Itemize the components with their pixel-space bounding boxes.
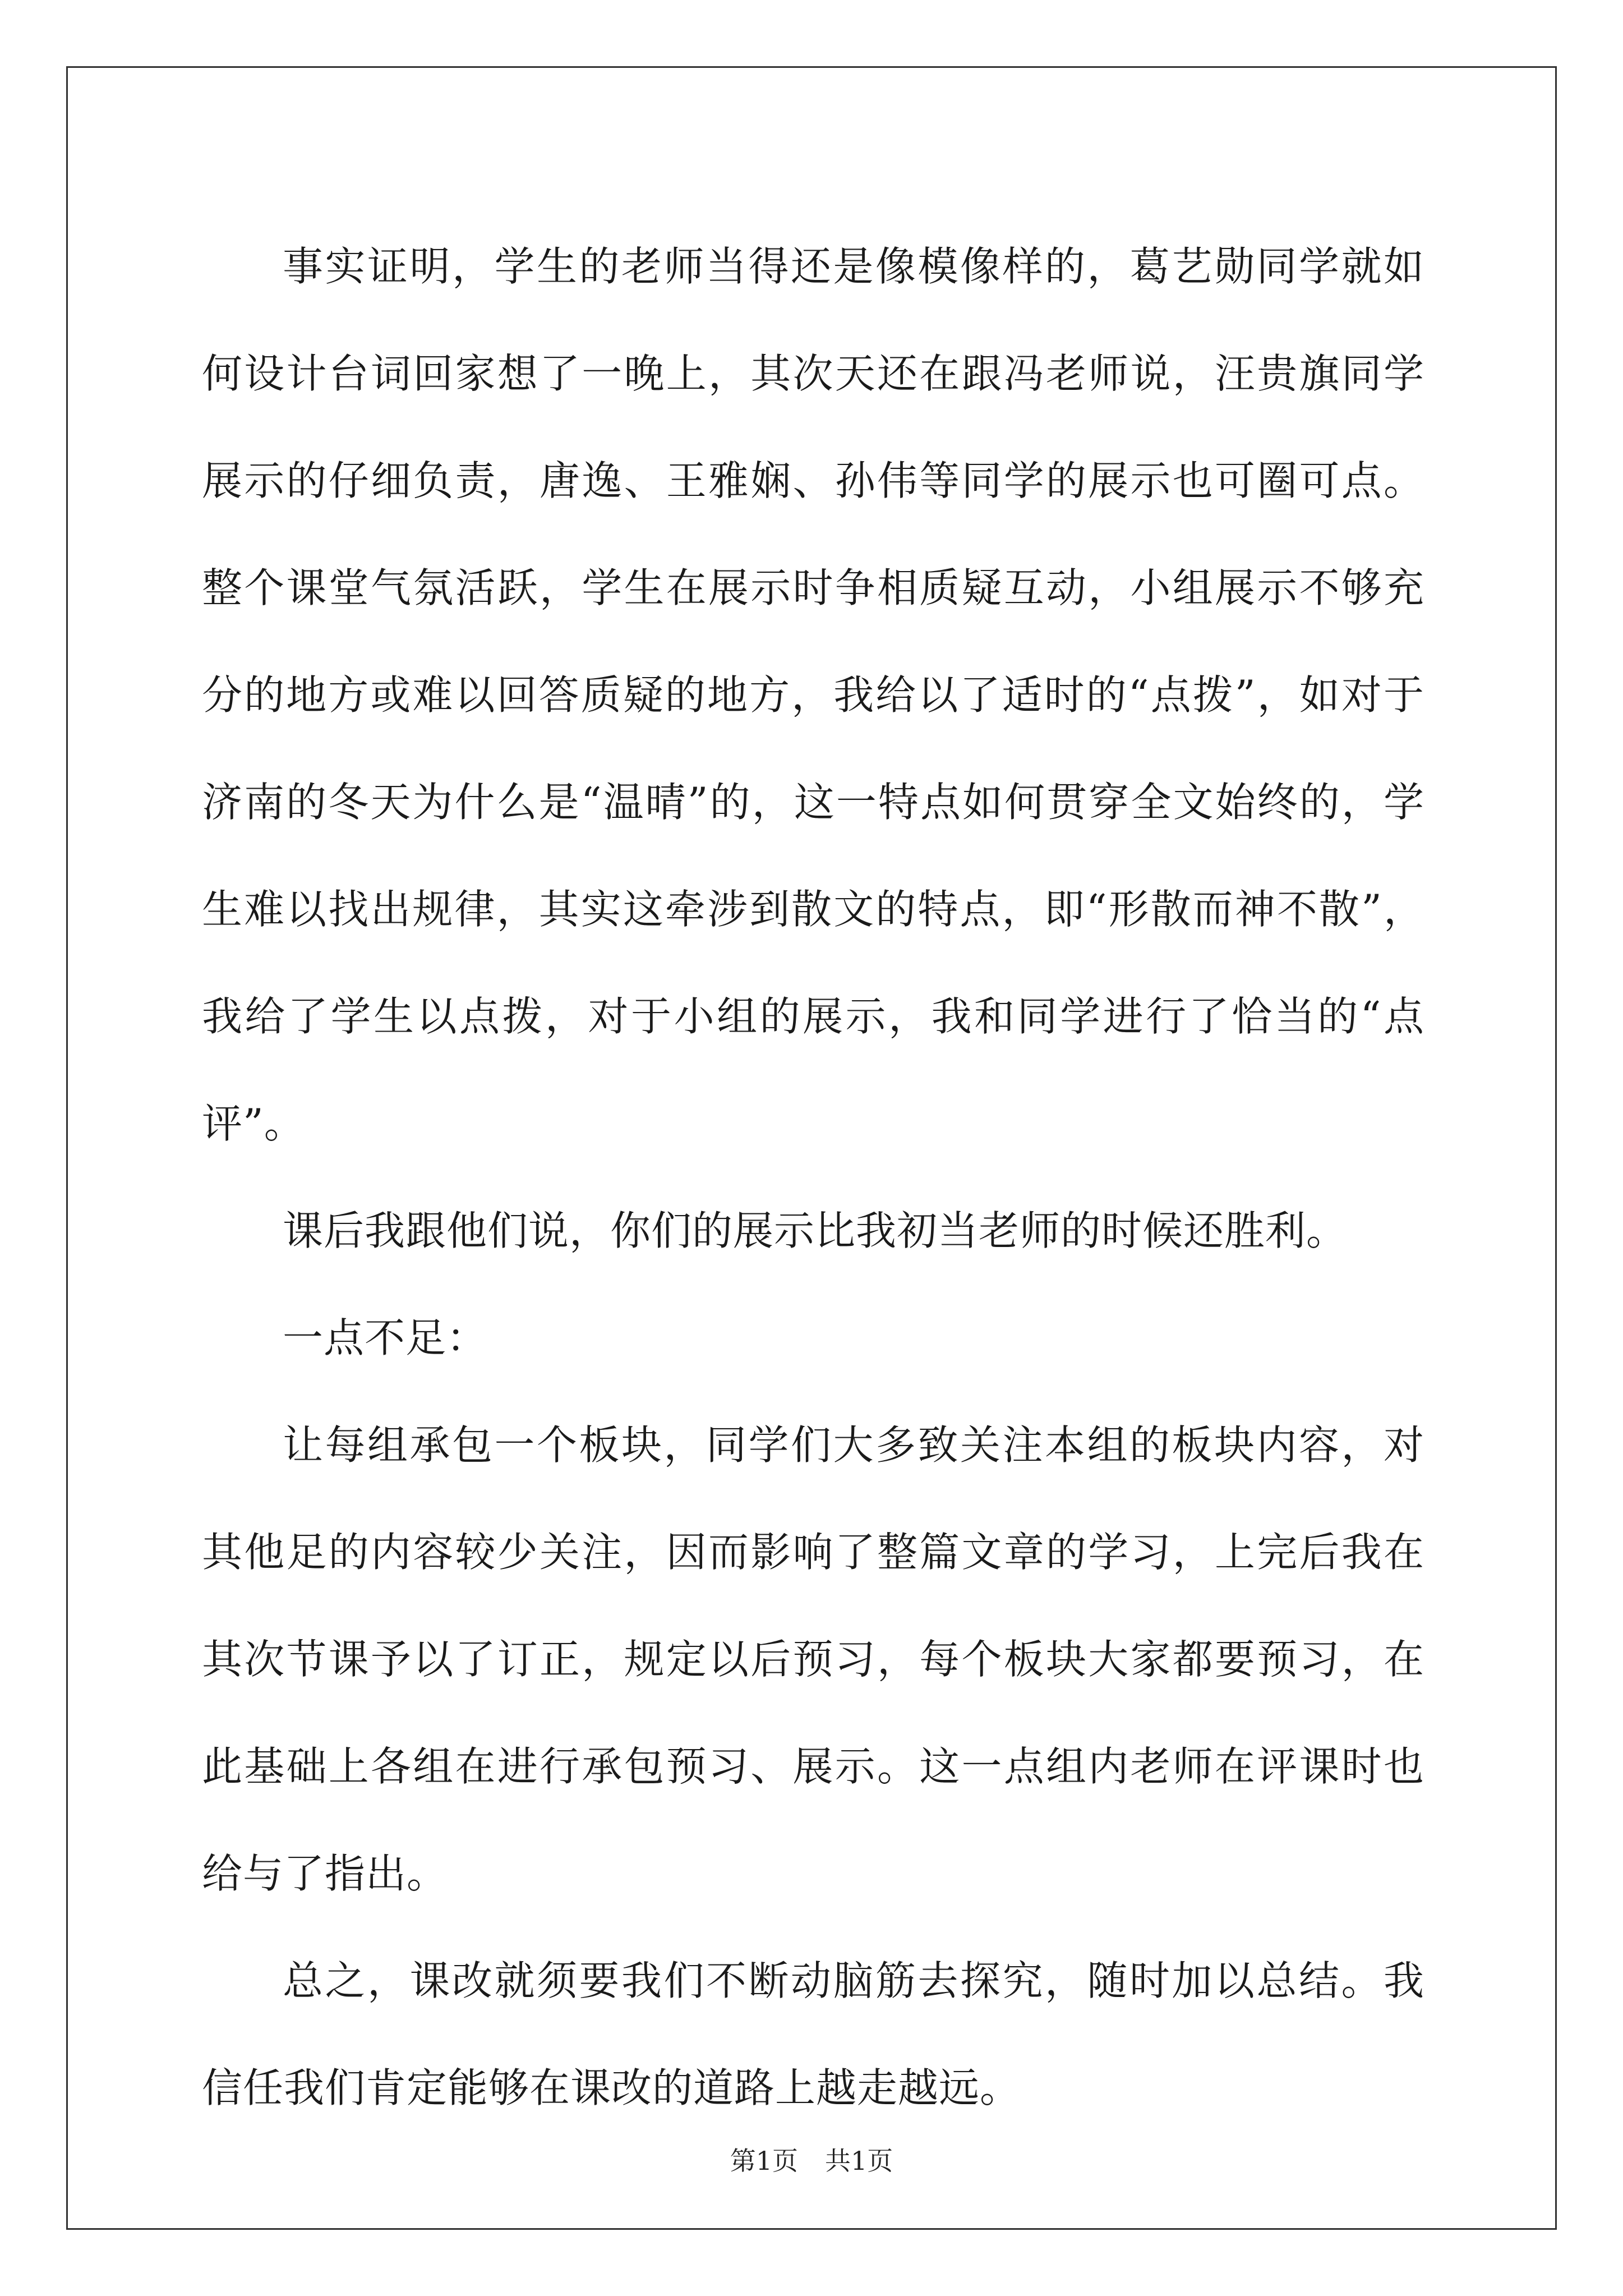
page-total: 共1页 xyxy=(825,2146,893,2176)
paragraph: 让每组承包一个板块，同学们大多致关注本组的板块内容，对其他足的内容较少关注，因而影响了整篇文章的学习，上完后我在其次节课予以了订正，规定以后预习，每个板块大家都要预习，在此基础上各组在进行承包预习、展示。这一点组内老师在评课时也给与了指出。 xyxy=(202,1421,1424,1897)
page-footer xyxy=(0,2141,1623,2178)
paragraph: 总之，课改就须要我们不断动脑筋去探究，随时加以总结。我信任我们肯定能够在课改的道路上越走越远。 xyxy=(202,1957,1424,2111)
page-number: 第1页 xyxy=(730,2146,798,2176)
document-body xyxy=(202,213,1424,2142)
paragraph: 一点不足： xyxy=(283,1314,488,1361)
paragraph: 事实证明，学生的老师当得还是像模像样的，葛艺勋同学就如何设计台词回家想了一晚上，其次天还在跟冯老师说，汪贵旗同学展示的仔细负责，唐逸、王雅娴、孙伟等同学的展示也可圈可点。整个课堂气氛活跃，学生在展示时争相质疑互动，小组展示不够充分的地方或难以回答质疑的地方，我给以了适时的“点拨”，如对于济南的冬天为什么是“温晴”的，这一特点如何贯穿全文始终的，学生难以找出规律，其实这牵涉到散文的特点，即“形散而神不散”，我给了学生以点拨，对于小组的展示，我和同学进行了恰当的“点评”。 xyxy=(202,243,1424,1147)
paragraph: 课后我跟他们说，你们的展示比我初当老师的时候还胜利。 xyxy=(283,1207,1348,1254)
